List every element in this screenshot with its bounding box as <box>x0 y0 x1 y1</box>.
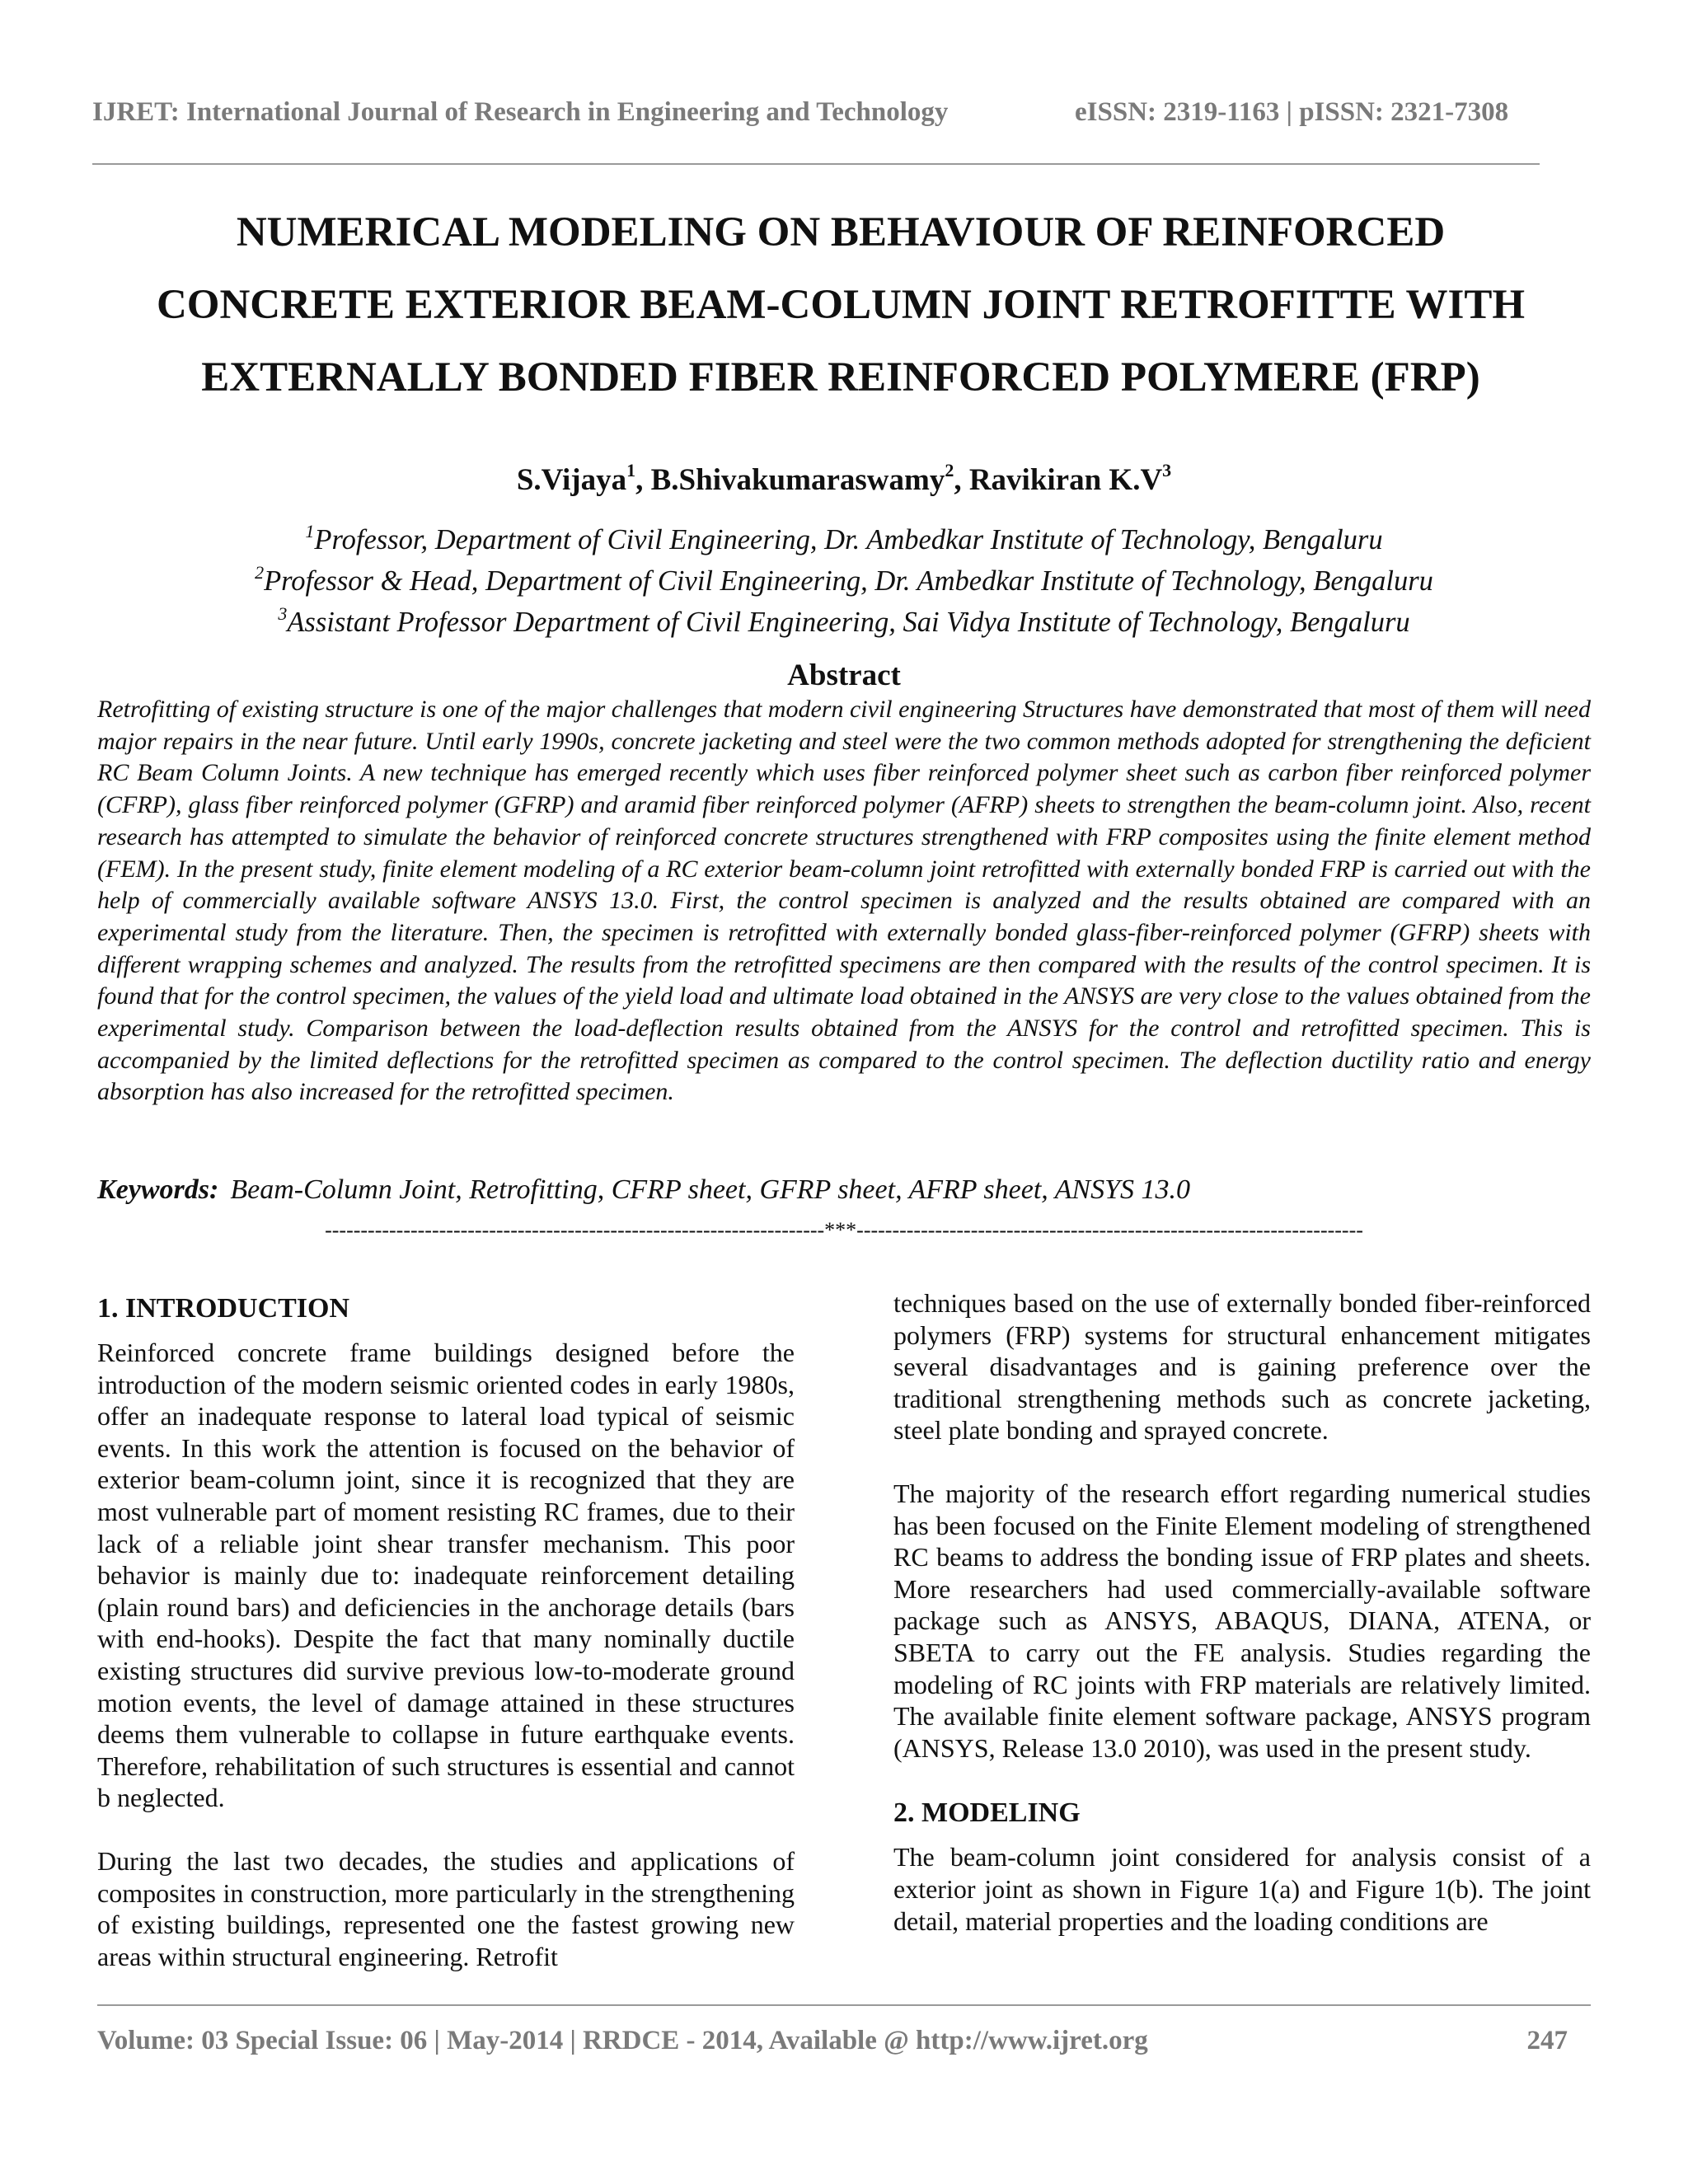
author-separator: , <box>954 463 969 497</box>
author-separator: , <box>635 463 651 497</box>
body-paragraph: During the last two decades, the studies and applications of composites in construction, more particularly in the strengthening of existing buildings, represented one the fastest growing new areas within structural engineering. Retrofit <box>97 1845 795 1971</box>
affiliation-text: Assistant Professor Department of Civil Engineering, Sai Vidya Institute of Technology, Bengaluru <box>287 607 1410 638</box>
keywords-text: Beam-Column Joint, Retrofitting, CFRP sheet, GFRP sheet, AFRP sheet, ANSYS 13.0 <box>230 1174 1191 1205</box>
author-mark: 3 <box>1162 460 1172 480</box>
body-paragraph: The majority of the research effort regarding numerical studies has been focused on the Finite Element modeling of strengthened RC beams to address the bonding issue of FRP plates and sheets. More researchers had used commercially-available software package such as ANSYS, ABAQUS, DIANA, ATENA, or SBETA to carry out the FE analysis. Studies regarding the modeling of RC joints with FRP materials are relatively limited. The available finite element software package, ANSYS program (ANSYS, Release 13.0 2010), was used in the present study. <box>893 1478 1591 1763</box>
section-heading-introduction: 1. INTRODUCTION <box>97 1293 350 1324</box>
affiliation-line <box>0 556 1688 598</box>
body-paragraph: The beam-column joint considered for analysis consist of a exterior joint as shown in Figure 1(a) and Figure 1(b). The joint detail, material properties and the loading conditions are <box>893 1842 1591 1936</box>
author-name: S.Vijaya <box>516 463 627 497</box>
affiliation-text: Professor, Department of Civil Engineering, Dr. Ambedkar Institute of Technology, Bengaluru <box>314 524 1383 555</box>
author-mark: 1 <box>626 460 636 480</box>
abstract-text: Retrofitting of existing structure is one of the major challenges that modern civil engineering Structures have demonstrated that most of them will need major repairs in the near future. Until early 1990s, concrete jacketing and steel were the two common methods adopted for strengthening the deficient RC Beam Column Joints. A new technique has emerged recently which uses fiber reinforced polymer sheet such as carbon fiber reinforced polymer (CFRP), glass fiber reinforced polymer (GFRP) and aramid fiber reinforced polymer (AFRP) sheets to strengthen the beam-column joint. Also, recent research has attempted to simulate the behavior of reinforced concrete structures strengthened with FRP composites using the finite element method (FEM). In the present study, finite element modeling of a RC exterior beam-column joint retrofitted with externally bonded FRP is carried out with the help of commercially available software ANSYS 13.0. First, the control specimen is analyzed and the results obtained are compared with an experimental study from the literature. Then, the specimen is retrofitted with externally bonded glass-fiber-reinforced polymer (GFRP) sheets with different wrapping schemes and analyzed. The results from the retrofitted specimens are then compared with the results of the control specimen. It is found that for the control specimen, the values of the yield load and ultimate load obtained in the ANSYS are very close to the values obtained from the experimental study. Comparison between the load-deflection results obtained from the ANSYS for the control and retrofitted specimen. This is accompanied by the limited deflections for the retrofitted specimen as compared to the control specimen. The deflection ductility ratio and energy absorption has also increased for the retrofitted specimen. <box>97 696 1591 1106</box>
issn-numbers: eISSN: 2319-1163 | pISSN: 2321-7308 <box>1075 97 1509 127</box>
affiliations <box>0 515 1688 639</box>
author-name: Ravikiran K.V <box>968 463 1163 497</box>
affiliation-text: Professor & Head, Department of Civil Engineering, Dr. Ambedkar Institute of Technology, Bengaluru <box>264 565 1433 597</box>
title-line-3: EXTERNALLY BONDED FIBER REINFORCED POLYMERE (FRP) <box>201 354 1480 401</box>
running-header <box>92 97 1543 137</box>
title-line-2: CONCRETE EXTERIOR BEAM-COLUMN JOINT RETROFITTE WITH <box>156 282 1526 328</box>
right-column <box>893 1287 1591 1937</box>
body-paragraph: Reinforced concrete frame buildings designed before the introduction of the modern seismic oriented codes in early 1980s, offer an inadequate response to lateral load typical of seismic events. In this work the attention is focused on the behavior of exterior beam-column joint, since it is recognized that they are most vulnerable part of moment resisting RC frames, due to their lack of a reliable joint shear transfer mechanism. This poor behavior is mainly due to: inadequate reinforcement detailing (plain round bars) and deficiencies in the anchorage details (bars with end-hooks). Despite the fact that many nominally ductile existing structures did survive previous low-to-moderate ground motion events, the level of damage attained in these structures deems them vulnerable to collapse in future earthquake events. Therefore, rehabilitation of such structures is essential and cannot b neglected. <box>97 1338 795 1813</box>
page-number: 247 <box>1526 2026 1568 2055</box>
author-list <box>0 460 1688 498</box>
affiliation-mark: 2 <box>255 562 265 583</box>
volume-info: Volume: 03 Special Issue: 06 | May-2014 | RRDCE - 2014, Available @ http://www.ijret.org <box>97 2026 1148 2055</box>
paper-title <box>82 196 1599 414</box>
keywords <box>97 1174 1591 1206</box>
author-mark: 2 <box>945 460 954 480</box>
affiliation-line <box>0 598 1688 639</box>
left-column <box>97 1291 795 1972</box>
author-name: B.Shivakumaraswamy <box>650 463 945 497</box>
section-heading-modeling: 2. MODELING <box>893 1797 1081 1829</box>
affiliation-line <box>0 515 1688 556</box>
abstract-heading: Abstract <box>787 658 901 692</box>
keywords-label: Keywords: <box>97 1174 219 1205</box>
footer-divider <box>97 2004 1591 2006</box>
affiliation-mark: 3 <box>278 603 288 624</box>
journal-name: IJRET: International Journal of Research in Engineering and Technology <box>92 97 949 127</box>
section-separator: ----------------------------------------------------------------------***----------------------------------------------------------------------- <box>325 1218 1363 1242</box>
title-line-1: NUMERICAL MODELING ON BEHAVIOUR OF REINFORCED <box>236 209 1446 255</box>
header-divider <box>92 163 1540 165</box>
body-paragraph: techniques based on the use of externally bonded fiber-reinforced polymers (FRP) systems for structural enhancement mitigates several disadvantages and is gaining preference over the traditional strengthening methods such as concrete jacketing, steel plate bonding and sprayed concrete. <box>893 1288 1591 1446</box>
affiliation-mark: 1 <box>305 521 315 541</box>
